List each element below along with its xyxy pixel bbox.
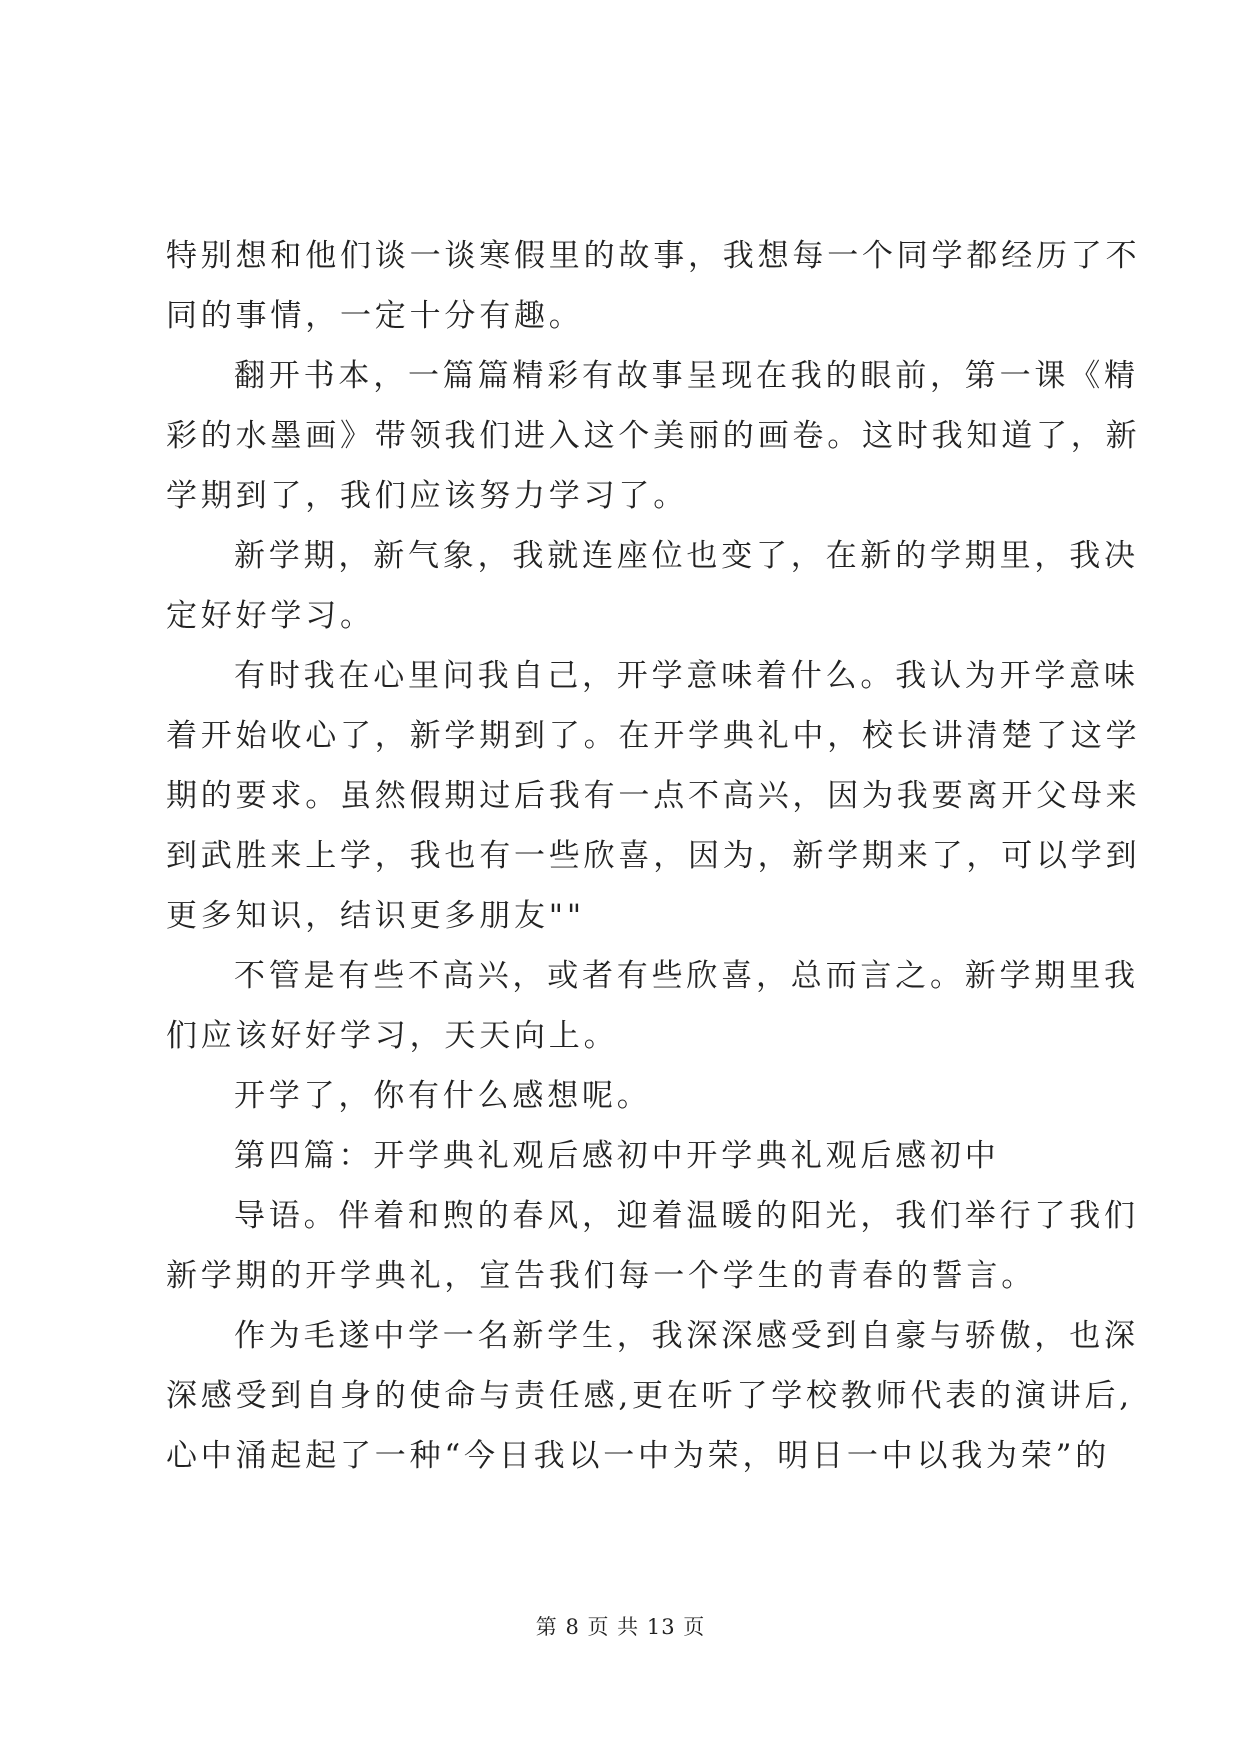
paragraph-start-line: 有时我在心里问我自己，开学意味着什么。我认为开学意味 bbox=[234, 658, 1139, 694]
text-line: 同的事情，一定十分有趣。 bbox=[166, 298, 584, 334]
text-line: 学期到了，我们应该努力学习了。 bbox=[166, 478, 688, 514]
text-line: 定好好学习。 bbox=[166, 598, 375, 634]
text-line: 彩的水墨画》带领我们进入这个美丽的画卷。这时我知道了，新 bbox=[166, 418, 1141, 454]
text-line: 着开始收心了，新学期到了。在开学典礼中，校长讲清楚了这学 bbox=[166, 718, 1141, 754]
paragraph-start-line: 翻开书本，一篇篇精彩有故事呈现在我的眼前，第一课《精 bbox=[234, 358, 1139, 394]
text-line: 们应该好好学习，天天向上。 bbox=[166, 1018, 619, 1054]
paragraph-start-line: 作为毛遂中学一名新学生，我深深感受到自豪与骄傲，也深 bbox=[234, 1318, 1139, 1354]
paragraph-start-line: 开学了，你有什么感想呢。 bbox=[234, 1078, 652, 1114]
paragraph-start-line: 新学期，新气象，我就连座位也变了，在新的学期里，我决 bbox=[234, 538, 1139, 574]
text-line: 心中涌起起了一种“今日我以一中为荣，明日一中以我为荣”的 bbox=[166, 1438, 1111, 1474]
paragraph-start-line: 不管是有些不高兴，或者有些欣喜，总而言之。新学期里我 bbox=[234, 958, 1139, 994]
text-line: 到武胜来上学，我也有一些欣喜，因为，新学期来了，可以学到 bbox=[166, 838, 1141, 874]
text-line: 特别想和他们谈一谈寒假里的故事，我想每一个同学都经历了不 bbox=[166, 238, 1141, 274]
text-line: 深感受到自身的使命与责任感,更在听了学校教师代表的演讲后, bbox=[166, 1378, 1133, 1414]
text-line: 期的要求。虽然假期过后我有一点不高兴，因为我要离开父母来 bbox=[166, 778, 1141, 814]
section-heading: 第四篇：开学典礼观后感初中开学典礼观后感初中 bbox=[234, 1138, 1000, 1174]
text-line: 新学期的开学典礼，宣告我们每一个学生的青春的誓言。 bbox=[166, 1258, 1036, 1294]
page-number-footer: 第 8 页 共 13 页 bbox=[535, 1615, 706, 1639]
text-line: 更多知识，结识更多朋友"" bbox=[166, 898, 585, 934]
paragraph-start-line: 导语。伴着和煦的春风，迎着温暖的阳光，我们举行了我们 bbox=[234, 1198, 1139, 1234]
document-body bbox=[166, 226, 1141, 1486]
